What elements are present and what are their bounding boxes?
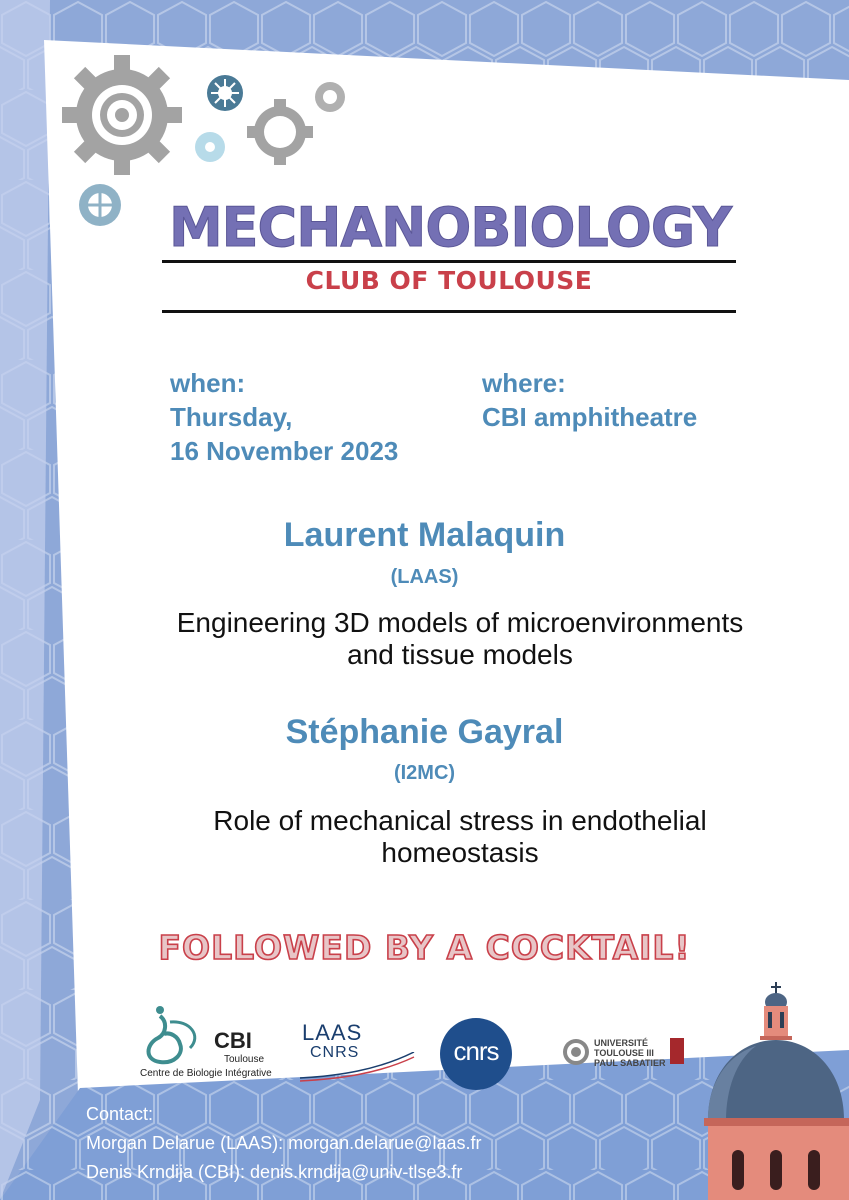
ut3-line-3: PAUL SABATIER	[594, 1058, 666, 1068]
dome-building-illustration	[700, 980, 849, 1200]
talk-2-line-1: Role of mechanical stress in endothelial	[213, 805, 707, 836]
cbi-emblem-icon	[140, 1002, 210, 1068]
ut3-badge	[670, 1038, 684, 1064]
when-date: 16 November 2023	[170, 436, 399, 466]
when-block	[170, 366, 398, 468]
teal-gear-icon	[79, 184, 121, 226]
contact-block	[86, 1100, 481, 1187]
cnrs-name: cnrs	[453, 1036, 499, 1066]
contact-line-1: Morgan Delarue (LAAS): morgan.delarue@laas.fr	[86, 1133, 482, 1153]
cnrs-logo	[440, 1018, 512, 1090]
speaker-1-affiliation: (LAAS)	[390, 566, 459, 588]
large-gear-icon	[62, 55, 182, 175]
where-block	[482, 366, 697, 434]
medium-gear-icon	[247, 99, 313, 165]
small-gear-icon	[315, 82, 345, 112]
speaker-1-talk-title	[100, 607, 820, 671]
laas-sub: CNRS	[310, 1044, 360, 1061]
when-day: Thursday,	[170, 402, 293, 432]
talk-1-line-2: and tissue models	[347, 639, 573, 670]
cbi-logo	[140, 1002, 290, 1084]
cbi-full-name: Centre de Biologie Intégrative	[140, 1068, 272, 1079]
light-blue-gear-icon	[195, 132, 225, 162]
ut3-line-1: UNIVERSITÉ	[594, 1038, 649, 1048]
where-place: CBI amphitheatre	[482, 402, 698, 432]
speaker-2-name: Stéphanie Gayral	[285, 713, 564, 751]
cocktail-announcement: FOLLOWED BY A COCKTAIL!	[158, 928, 691, 967]
ut3-emblem-icon	[562, 1038, 590, 1066]
speaker-2-talk-title	[100, 805, 820, 869]
title-divider-bottom	[162, 310, 736, 313]
ut3-text	[594, 1038, 666, 1068]
where-label: where:	[482, 368, 566, 398]
speaker-2-affiliation: (I2MC)	[393, 762, 456, 784]
laas-name: LAAS	[302, 1020, 363, 1045]
ut3-line-2: TOULOUSE III	[594, 1048, 654, 1058]
when-label: when:	[170, 368, 246, 398]
blue-gear-icon	[207, 75, 243, 111]
laas-logo	[298, 1020, 418, 1084]
talk-2-line-2: homeostasis	[381, 837, 539, 868]
contact-label: Contact:	[86, 1104, 154, 1124]
cbi-name: CBI	[214, 1028, 252, 1053]
laas-swoosh-icon	[298, 1052, 418, 1082]
ut3-logo	[562, 1036, 692, 1072]
page-subtitle: CLUB OF TOULOUSE	[305, 266, 593, 295]
contact-line-2: Denis Krndija (CBI): denis.krndija@univ-tlse3.fr	[86, 1162, 463, 1182]
title-divider-top	[162, 260, 736, 263]
speaker-1-name: Laurent Malaquin	[283, 516, 566, 554]
talk-1-line-1: Engineering 3D models of microenvironments	[176, 607, 744, 638]
cbi-city: Toulouse	[224, 1054, 265, 1065]
page-title: MECHANOBIOLOGY	[168, 196, 732, 259]
